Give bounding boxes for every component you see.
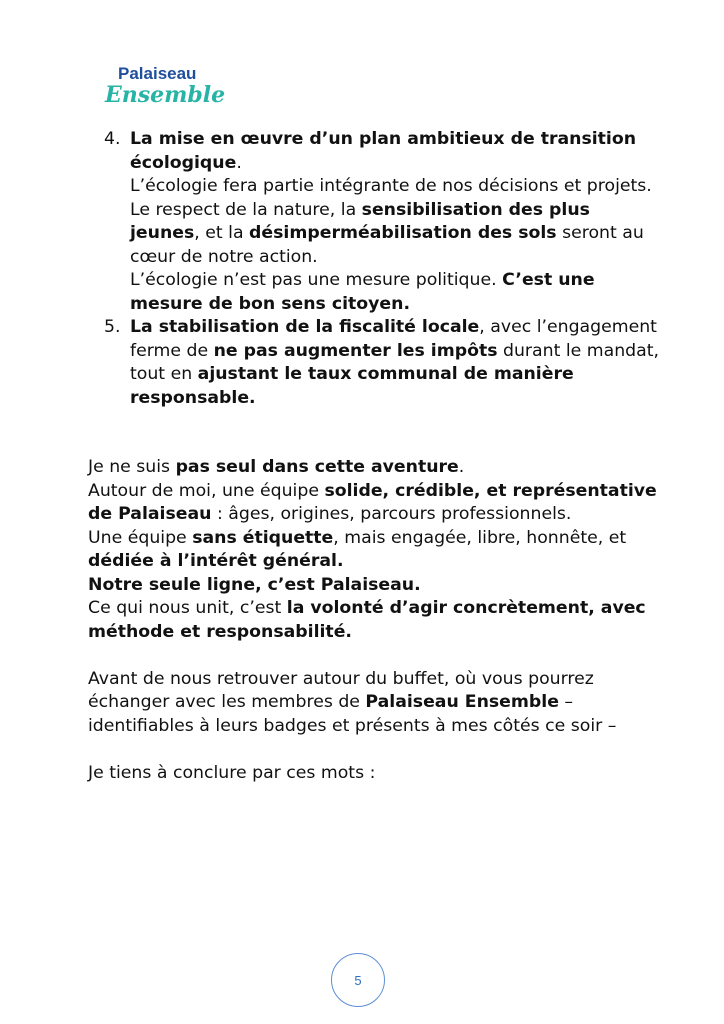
paragraph: Autour de moi, une équipe solide, crédible, et représentative de Palaiseau : âges, origines, parcours professionnels.: [88, 480, 657, 524]
paragraph: Avant de nous retrouver autour du buffet, où vous pourrez échanger avec les membres de Palaiseau Ensemble – identifiables à leurs badges et présents à mes côtés ce soir –: [88, 668, 617, 736]
list-item-text: La mise en œuvre d’un plan ambitieux de transition écologique. L’écologie fera partie intégrante de nos décisions et projets. Le respect de la nature, la sensibilisation des plus jeunes, et la désimperméabilisation des sols seront au cœur de notre action. L’écologie n’est pas une mesure politique. C’est une mesure de bon sens citoyen.: [130, 129, 652, 314]
paragraph: Je ne suis pas seul dans cette aventure.: [88, 457, 465, 477]
palaiseau-ensemble-logo: [104, 60, 226, 108]
paragraph: Notre seule ligne, c’est Palaiseau.: [88, 574, 421, 595]
page-number-label: 5: [354, 972, 362, 988]
paragraph: Je tiens à conclure par ces mots :: [88, 762, 376, 783]
logo-graphic: [104, 60, 226, 108]
numbered-list: [104, 128, 664, 410]
logo-line2: Ensemble: [105, 82, 226, 108]
list-item-4: [104, 128, 664, 316]
list-number: 4.: [104, 129, 121, 149]
body-text: [88, 456, 663, 785]
logo-line1: Palaiseau: [118, 64, 197, 83]
list-item-text: La stabilisation de la fiscalité locale, avec l’engagement ferme de ne pas augmenter les impôts durant le mandat, tout en ajustant le taux communal de manière responsable.: [130, 317, 659, 408]
page-number: [331, 953, 385, 1007]
paragraph: Ce qui nous unit, c’est la volonté d’agir concrètement, avec méthode et responsabilité.: [88, 598, 646, 642]
list-item-5: [104, 316, 664, 410]
list-number: 5.: [104, 317, 121, 337]
paragraph: Une équipe sans étiquette, mais engagée, libre, honnête, et dédiée à l’intérêt général.: [88, 527, 627, 571]
